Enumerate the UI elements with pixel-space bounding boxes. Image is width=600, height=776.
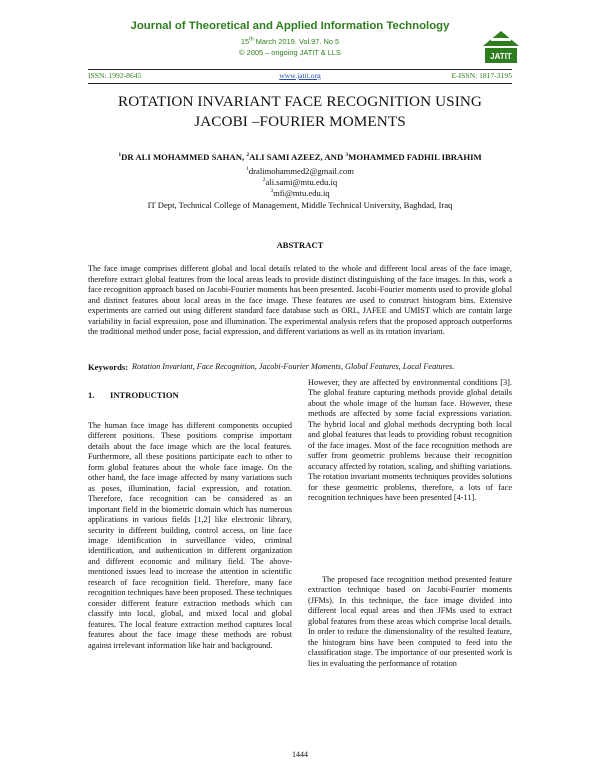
intro-paragraph-left: The human face image has different components occupied different positions. These positions comprise important details about the face image which are the local features. Furthermore, all these positions participate each to other to form global features about the whole face image. On the other hand, the face image affected by many variations such as poses, illumination, facial expression, and rotation. Therefore, face recognition can be considered as an important field in the biometric domain which has numerous applications in various fields [1,2] like electronic library, security in different building, control access, on line face image identification in surveillance video, criminal identification, and authentication in different organization and different economic and military field. The above-mentioned issues lead to increase the attention in scientific research of face recognition field. Therefore, many face recognition techniques have been proposed. These techniques consider different feature extraction methods which can classify into local, global, and mixed local and global features. The local feature extraction method captures local features about the face image these methods are robust against irrelevant information like hair and background.: [88, 421, 292, 650]
author-affiliation: IT Dept, Technical College of Management, Middle Technical University, Baghdad, Iraq: [147, 200, 453, 210]
author-email-2: [88, 177, 512, 187]
intro-paragraph-right-1: However, they are affected by environmental conditions [3]. The global feature capturing methods provide global details about the whole image of the human face. However, these methods are affected by some facial expressions variation. The hybrid local and global methods decrypting both local and global features that leads to providing robust recognition of the face images. Most of the face recognition methods are suffer from geometric problems because their recognition accuracy affected by rotation, scaling, and shifting variations. The rotation invariant moments techniques provides solutions for these geometric problems, therefore, a lots of face recognition techniques have been presented [4-11].: [308, 378, 512, 502]
email-mark-2: 2: [262, 177, 266, 184]
keywords-text: Rotation Invariant, Face Recognition, Jacobi-Fourier Moments, Global Features, Local Features.: [132, 362, 455, 371]
abstract-heading: ABSTRACT: [276, 240, 324, 250]
email-mark-3: 3: [270, 188, 274, 195]
header-issn-row: [88, 71, 512, 82]
logo-band: [491, 38, 511, 41]
journal-title: Journal of Theoretical and Applied Information Technology: [130, 20, 450, 32]
paper-title: [88, 92, 512, 132]
author-email-3: [88, 188, 512, 198]
intro-paragraph-right-2: The proposed face recognition method presented feature extraction technique based on Jacobi-Fourier moments (JFMs). In this technique, the face image divided into different local equal areas and then JFMs used to extract global features from these areas which comprise local details. In order to reduce the dimensionality of the resulted feature, the histogram bins have been computed to feed into the classification stage. The importance of our presented work is lies in evaluating the performance of rotation: [308, 575, 512, 668]
paper-title-line2: JACOBI –FOURIER MOMENTS: [194, 113, 406, 130]
issue-rest: March 2019. Vol.97. No 5: [253, 37, 340, 46]
email-3: mfi@mtu.edu.iq: [273, 188, 330, 198]
paper-title-line1: ROTATION INVARIANT FACE RECOGNITION USING: [118, 93, 482, 110]
section-number: 1.: [88, 390, 95, 400]
header-rule-top: [88, 69, 512, 70]
issue-day-suffix: th: [249, 36, 254, 43]
section-title: INTRODUCTION: [110, 390, 179, 400]
keywords-label: Keywords:: [88, 362, 129, 372]
jatit-logo-icon: [482, 30, 520, 70]
logo-text: JATIT: [490, 52, 512, 61]
journal-url-link[interactable]: www.jatit.org: [279, 71, 321, 80]
journal-copyright: © 2005 – ongoing JATIT & LLS: [239, 48, 341, 57]
author-mark-3: 3: [345, 152, 349, 159]
author-mark-1: 1: [118, 152, 122, 159]
author-email-1: [88, 166, 512, 176]
author-1: DR ALI MOHAMMED SAHAN,: [121, 152, 247, 162]
email-1: dralimohammed2@gmail.com: [248, 166, 354, 176]
journal-issue: [90, 37, 490, 46]
eissn: E-ISSN: 1817-3195: [451, 71, 512, 80]
email-2: ali.sami@mtu.edu.iq: [265, 177, 338, 187]
issn: ISSN: 1992-8645: [88, 71, 142, 80]
issue-day: 15: [240, 37, 250, 46]
author-mark-2: 2: [246, 152, 250, 159]
author-2: ALI SAMI AZEEZ, AND: [249, 152, 346, 162]
author-3: MOHAMMED FADHIL IBRAHIM: [348, 152, 482, 162]
author-list: [88, 152, 512, 162]
email-mark-1: 1: [246, 166, 249, 173]
page-number: 1444: [292, 750, 308, 759]
header-rule-bottom: [88, 83, 512, 84]
section-heading-introduction: [88, 390, 179, 400]
abstract-text: The face image comprises different global and local details related to the whole and different local areas of the face image, therefore extract global features from the local areas leads to provide distinct distinguishing of the face images. In this, work a face recognition approach based on Jacobi-Fourier moments has been presented. Jacobi-Fourier moments used to provide global and distinct features about local areas in the face image. These features are used to construct histogram bins. Extensive experiments are carried out using different standard face database such as ORL, JAFEE and UMIST which are contain large variability in facial expression, pose and illumination. The experimental analysis refers that the proposed approach outperforms the traditional method under pose, facial expression, and different variations as well as its rotation invariant.: [88, 264, 512, 337]
